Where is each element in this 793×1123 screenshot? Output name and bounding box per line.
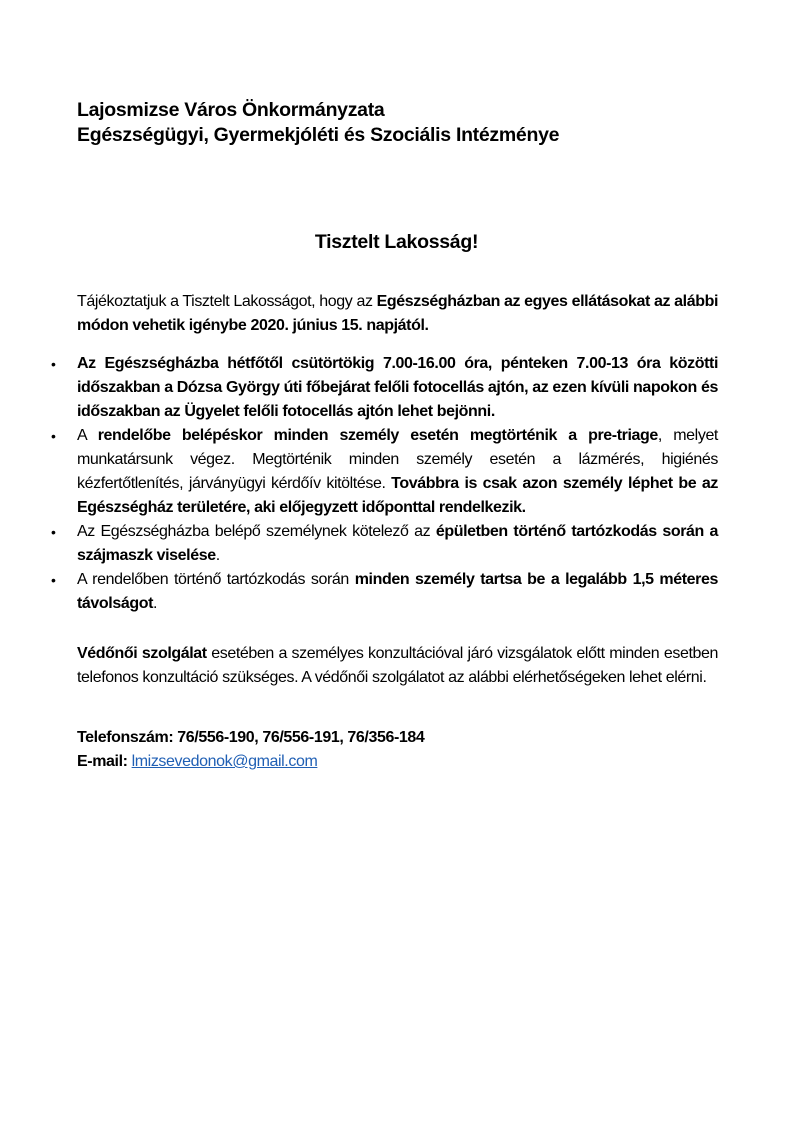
- list-item: [51, 568, 718, 616]
- list-item: [51, 520, 719, 568]
- list-item-text: .: [215, 547, 220, 564]
- rules-list: [51, 352, 719, 616]
- health-visitor-bold: Védőnői szolgálat: [77, 645, 207, 662]
- list-item-text: A: [77, 427, 98, 444]
- bullet-icon: •: [51, 428, 56, 444]
- bullet-icon: •: [51, 524, 56, 540]
- list-item-bold: Továbbra is csak azon személy léphet be az Egészségház területére, aki előjegyzett időponttal rendelkezik.: [77, 475, 718, 516]
- list-item-text: .: [153, 595, 158, 612]
- list-item: [51, 424, 718, 520]
- bullet-icon: •: [51, 572, 56, 588]
- list-item-bold: minden személy tartsa be a legalább 1,5 méteres távolságot: [77, 571, 718, 612]
- email-link[interactable]: lmizsevedonok@gmail.com: [131, 753, 318, 770]
- phone-numbers: Telefonszám: 76/556-190, 76/556-191, 76/356-184: [77, 729, 425, 746]
- header-institution-name: Egészségügyi, Gyermekjóléti és Szociális Intézménye: [77, 124, 560, 146]
- bullet-icon: •: [51, 356, 56, 372]
- intro-text: Tájékoztatjuk a Tisztelt Lakosságot, hogy az: [77, 293, 377, 310]
- list-item-bold: épületben történő tartózkodás során a szájmaszk viselése: [77, 523, 719, 564]
- list-item-text: A rendelőben történő tartózkodás során: [77, 571, 355, 588]
- header-org-name: Lajosmizse Város Önkormányzata: [77, 99, 385, 121]
- contact-block: [77, 726, 718, 774]
- intro-paragraph: [77, 290, 718, 338]
- list-item-text: Az Egészségházba belépő személynek kötelező az: [77, 523, 436, 540]
- list-item: [51, 352, 718, 424]
- list-item-bold: Az Egészségházba hétfőtől csütörtökig 7.00-16.00 óra, pénteken 7.00-13 óra közötti időszakban a Dózsa György úti főbejárat felőli fotocellás ajtón, az ezen kívüli napokon és időszakban az Ügyelet felőli fotocellás ajtón lehet bejönni.: [77, 355, 718, 420]
- health-visitor-paragraph: [77, 642, 718, 690]
- list-item-bold: rendelőbe belépéskor minden személy esetén megtörténik a pre-triage: [97, 427, 658, 444]
- document-header: [77, 98, 559, 148]
- health-visitor-text: esetében a személyes konzultációval járó vizsgálatok előtt minden esetben telefonos konzultáció szükséges. A védőnői szolgálatot az alábbi elérhetőségeken lehet elérni.: [77, 645, 718, 686]
- intro-bold-text: Egészségházban az egyes ellátásokat az alábbi módon vehetik igénybe 2020. június 15. napjától.: [77, 293, 718, 334]
- email-label: E-mail:: [77, 753, 132, 770]
- greeting-title: Tisztelt Lakosság!: [314, 231, 479, 253]
- list-item-text: , melyet munkatársunk végez. Megtörténik minden személy esetén a lázmérés, higiénés kézfertőtlenítés, járványügyi kérdőív kitöltése.: [77, 427, 718, 492]
